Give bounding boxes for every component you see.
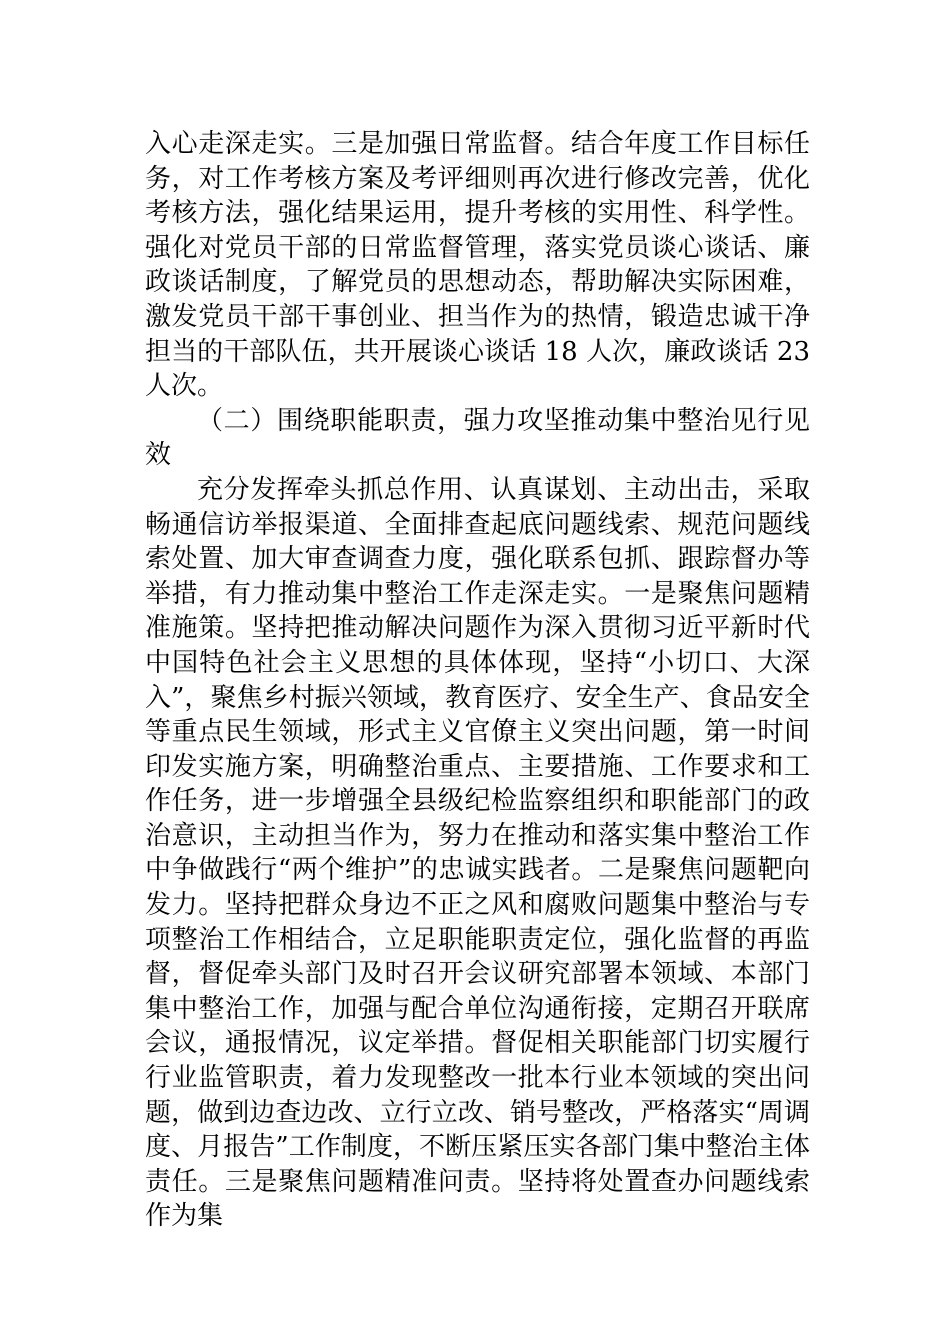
- paragraph-supervision: 入心走深走实。三是加强日常监督。结合年度工作目标任务，对工作考核方案及考评细则再次进行修改完善，优化考核方法，强化结果运用，提升考核的实用性、科学性。强化对党员干部的日常监督管理，落实党员谈心谈话、廉政谈话制度，了解党员的思想动态，帮助解决实际困难，激发党员干部干事创业、担当作为的热情，锻造忠诚干净担当的干部队伍，共开展谈心谈话 18 人次，廉政谈话 23 人次。: [145, 129, 810, 402]
- body-text: [145, 127, 810, 1234]
- paragraph-rectification: 充分发挥牵头抓总作用、认真谋划、主动出击，采取畅通信访举报渠道、全面排查起底问题线索、规范问题线索处置、加大审查调查力度，强化联系包抓、跟踪督办等举措，有力推动集中整治工作走深走实。一是聚焦问题精准施策。坚持把推动解决问题作为深入贯彻习近平新时代中国特色社会主义思想的具体体现，坚持“小切口、大深入”，聚焦乡村振兴领域，教育医疗、安全生产、食品安全等重点民生领域，形式主义官僚主义突出问题，第一时间印发实施方案，明确整治重点、主要措施、工作要求和工作任务，进一步增强全县级纪检监察组织和职能部门的政治意识，主动担当作为，努力在推动和落实集中整治工作中争做践行“两个维护”的忠诚实践者。二是聚焦问题靶向发力。坚持把群众身边不正之风和腐败问题集中整治与专项整治工作相结合，立足职能职责定位，强化监督的再监督，督促牵头部门及时召开会议研究部署本领域、本部门集中整治工作，加强与配合单位沟通衔接，定期召开联席会议，通报情况，议定举措。督促相关职能部门切实履行行业监管职责，着力发现整改一批本行业本领域的突出问题，做到边查边改、立行立改、销号整改，严格落实“周调度、月报告”工作制度，不断压紧压实各部门集中整治主体责任。三是聚焦问题精准问责。坚持将处置查办问题线索作为集: [145, 474, 810, 1232]
- section-heading: （二）围绕职能职责，强力攻坚推动集中整治见行见效: [145, 405, 810, 471]
